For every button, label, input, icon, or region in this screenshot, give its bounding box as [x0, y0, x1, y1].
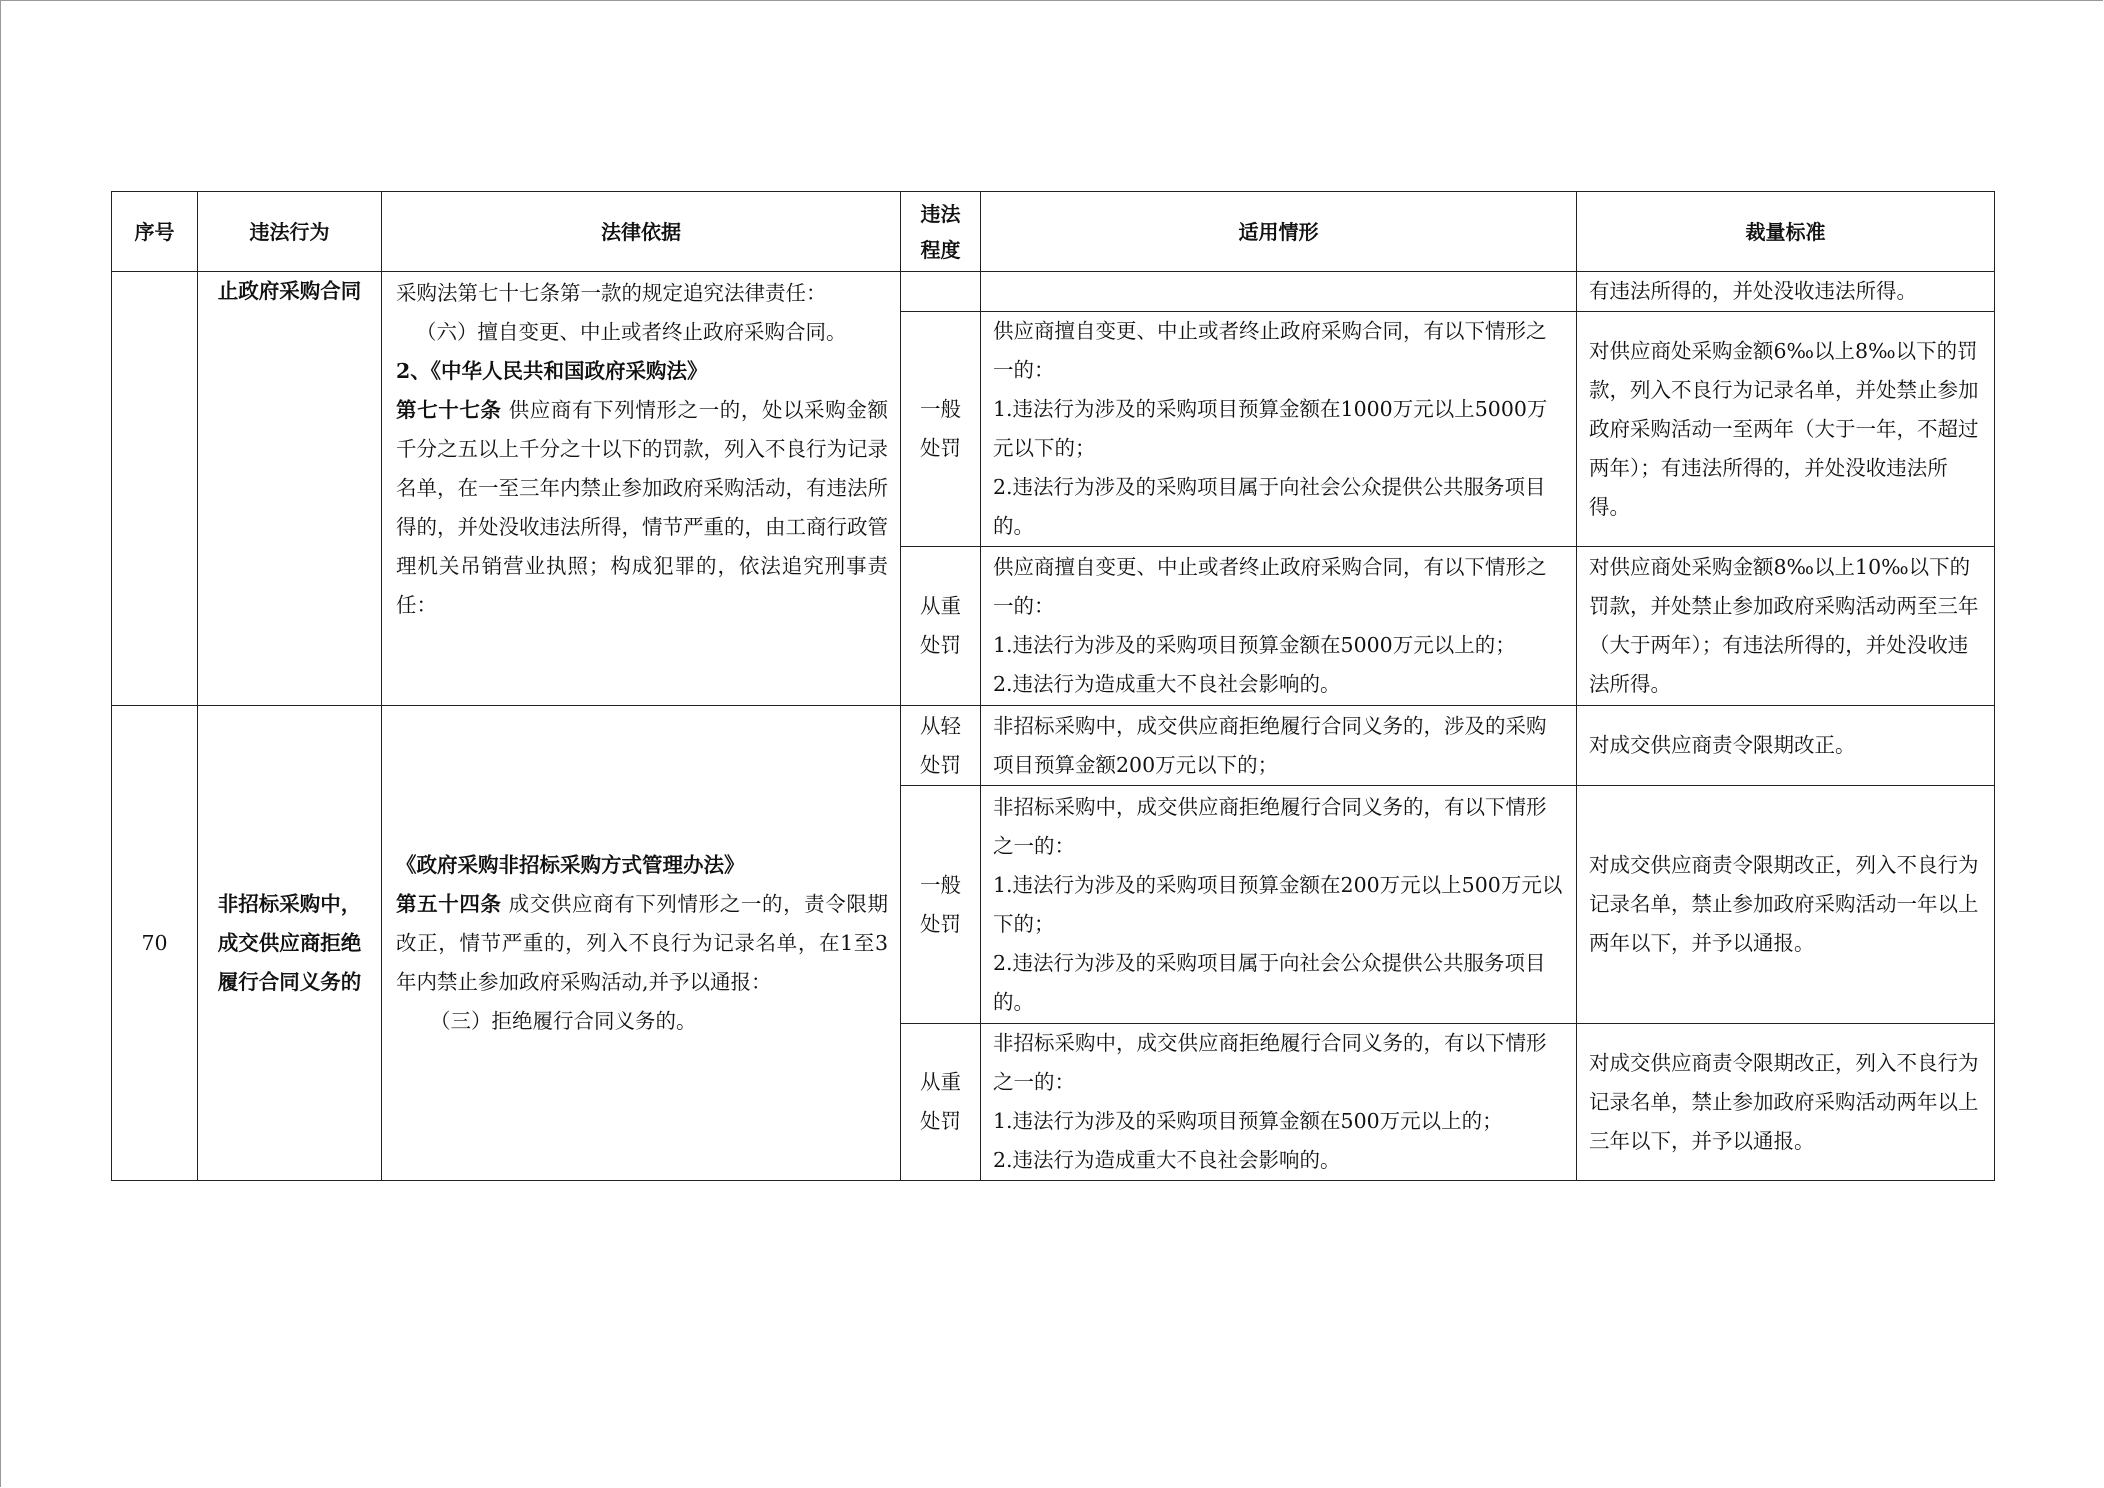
situation-cell: [981, 312, 1577, 547]
situation-line: 供应商擅自变更、中止或者终止政府采购合同，有以下情形之一的：: [993, 319, 1547, 382]
degree-text: 从重处罚: [920, 1070, 961, 1133]
situation-line: 1.违法行为涉及的采购项目预算金额在200万元以上500万元以下的；: [993, 872, 1563, 936]
situation-line: 非招标采购中，成交供应商拒绝履行合同义务的，涉及的采购项目预算金额200万元以下的；: [993, 713, 1547, 777]
situation-cell: [981, 706, 1577, 786]
standard-cell: 对成交供应商责令限期改正。: [1577, 706, 1995, 786]
legal-basis-cell: [382, 706, 901, 1181]
situation-line: 非招标采购中，成交供应商拒绝履行合同义务的，有以下情形之一的：: [993, 794, 1547, 858]
penalty-standard-table: [111, 191, 1995, 1181]
law-title: 2、《中华人民共和国政府采购法》: [396, 359, 708, 383]
situation-line: 非招标采购中，成交供应商拒绝履行合同义务的，有以下情形之一的：: [993, 1031, 1547, 1094]
situation-line: 2.违法行为涉及的采购项目属于向社会公众提供公共服务项目的。: [993, 950, 1546, 1014]
situation-line: 1.违法行为涉及的采购项目预算金额在1000万元以上5000万元以下的；: [993, 397, 1548, 460]
degree-cell: [901, 312, 981, 547]
law-article-body: 成交供应商有下列情形之一的，责令限期改正，情节严重的，列入不良行为记录名单，在1至3年内禁止参加政府采购活动,并予以通报：: [396, 891, 888, 994]
seq-cell: 70: [112, 706, 198, 1181]
header-act: 违法行为: [198, 192, 382, 272]
situation-line: 2.违法行为造成重大不良社会影响的。: [993, 672, 1341, 696]
table-header-row: [112, 192, 1995, 272]
seq-cell-empty: [112, 272, 198, 706]
header-degree: [901, 192, 981, 272]
law-article-head: 第五十四条: [396, 891, 502, 916]
standard-cell: 有违法所得的，并处没收违法所得。: [1577, 272, 1995, 312]
situation-line: 2.违法行为造成重大不良社会影响的。: [993, 1148, 1341, 1172]
situation-line: 供应商擅自变更、中止或者终止政府采购合同，有以下情形之一的：: [993, 555, 1547, 618]
law-line: （六）擅自变更、中止或者终止政府采购合同。: [416, 320, 847, 344]
legal-basis-cell: [382, 272, 901, 706]
violation-act-cell: [198, 272, 382, 706]
degree-cell: [901, 786, 981, 1024]
situation-line: 2.违法行为涉及的采购项目属于向社会公众提供公共服务项目的。: [993, 475, 1546, 538]
situation-line: 1.违法行为涉及的采购项目预算金额在5000万元以上的；: [993, 633, 1516, 657]
header-basis: 法律依据: [382, 192, 901, 272]
table-row: [112, 272, 1995, 312]
degree-cell: [901, 272, 981, 312]
law-article-body: 供应商有下列情形之一的，处以采购金额千分之五以上千分之十以下的罚款，列入不良行为记录名单，在一至三年内禁止参加政府采购活动，有违法所得的，并处没收违法所得，情节严重的，由工商行政管理机关吊销营业执照；构成犯罪的，依法追究刑事责任：: [396, 398, 888, 617]
law-title: 《政府采购非招标采购方式管理办法》: [396, 852, 745, 877]
situation-cell: [981, 272, 1577, 312]
law-article-head: 第七十七条: [396, 398, 502, 422]
degree-cell: [901, 706, 981, 786]
header-situation: 适用情形: [981, 192, 1577, 272]
violation-act-cell: [198, 706, 382, 1181]
violation-act-text: 止政府采购合同: [217, 279, 362, 303]
degree-text: 一般处罚: [920, 397, 961, 460]
standard-cell: 对成交供应商责令限期改正，列入不良行为记录名单，禁止参加政府采购活动一年以上两年以下，并予以通报。: [1577, 786, 1995, 1024]
violation-act-text: 非招标采购中，成交供应商拒绝履行合同义务的: [217, 891, 362, 994]
degree-text: 一般处罚: [920, 872, 961, 936]
situation-cell: [981, 1024, 1577, 1181]
standard-cell: 对供应商处采购金额8‰以上10‰以下的罚款，并处禁止参加政府采购活动两至三年（大于两年）；有违法所得的，并处没收违法所得。: [1577, 547, 1995, 706]
situation-cell: [981, 547, 1577, 706]
situation-line: 1.违法行为涉及的采购项目预算金额在500万元以上的；: [993, 1109, 1503, 1133]
table-row: [112, 706, 1995, 786]
standard-cell: 对供应商处采购金额6‰以上8‰以下的罚款，列入不良行为记录名单，并处禁止参加政府采购活动一至两年（大于一年，不超过两年）；有违法所得的，并处没收违法所得。: [1577, 312, 1995, 547]
header-standard: 裁量标准: [1577, 192, 1995, 272]
situation-cell: [981, 786, 1577, 1024]
degree-text: 从重处罚: [920, 594, 961, 657]
degree-text: 从轻处罚: [920, 713, 961, 777]
degree-cell: [901, 1024, 981, 1181]
header-seq: 序号: [112, 192, 198, 272]
law-item: （三）拒绝履行合同义务的。: [430, 1008, 697, 1033]
law-line: 采购法第七十七条第一款的规定追究法律责任：: [396, 281, 827, 305]
header-degree-text: 违法程度: [920, 201, 961, 262]
degree-cell: [901, 547, 981, 706]
standard-cell: 对成交供应商责令限期改正，列入不良行为记录名单，禁止参加政府采购活动两年以上三年以下，并予以通报。: [1577, 1024, 1995, 1181]
